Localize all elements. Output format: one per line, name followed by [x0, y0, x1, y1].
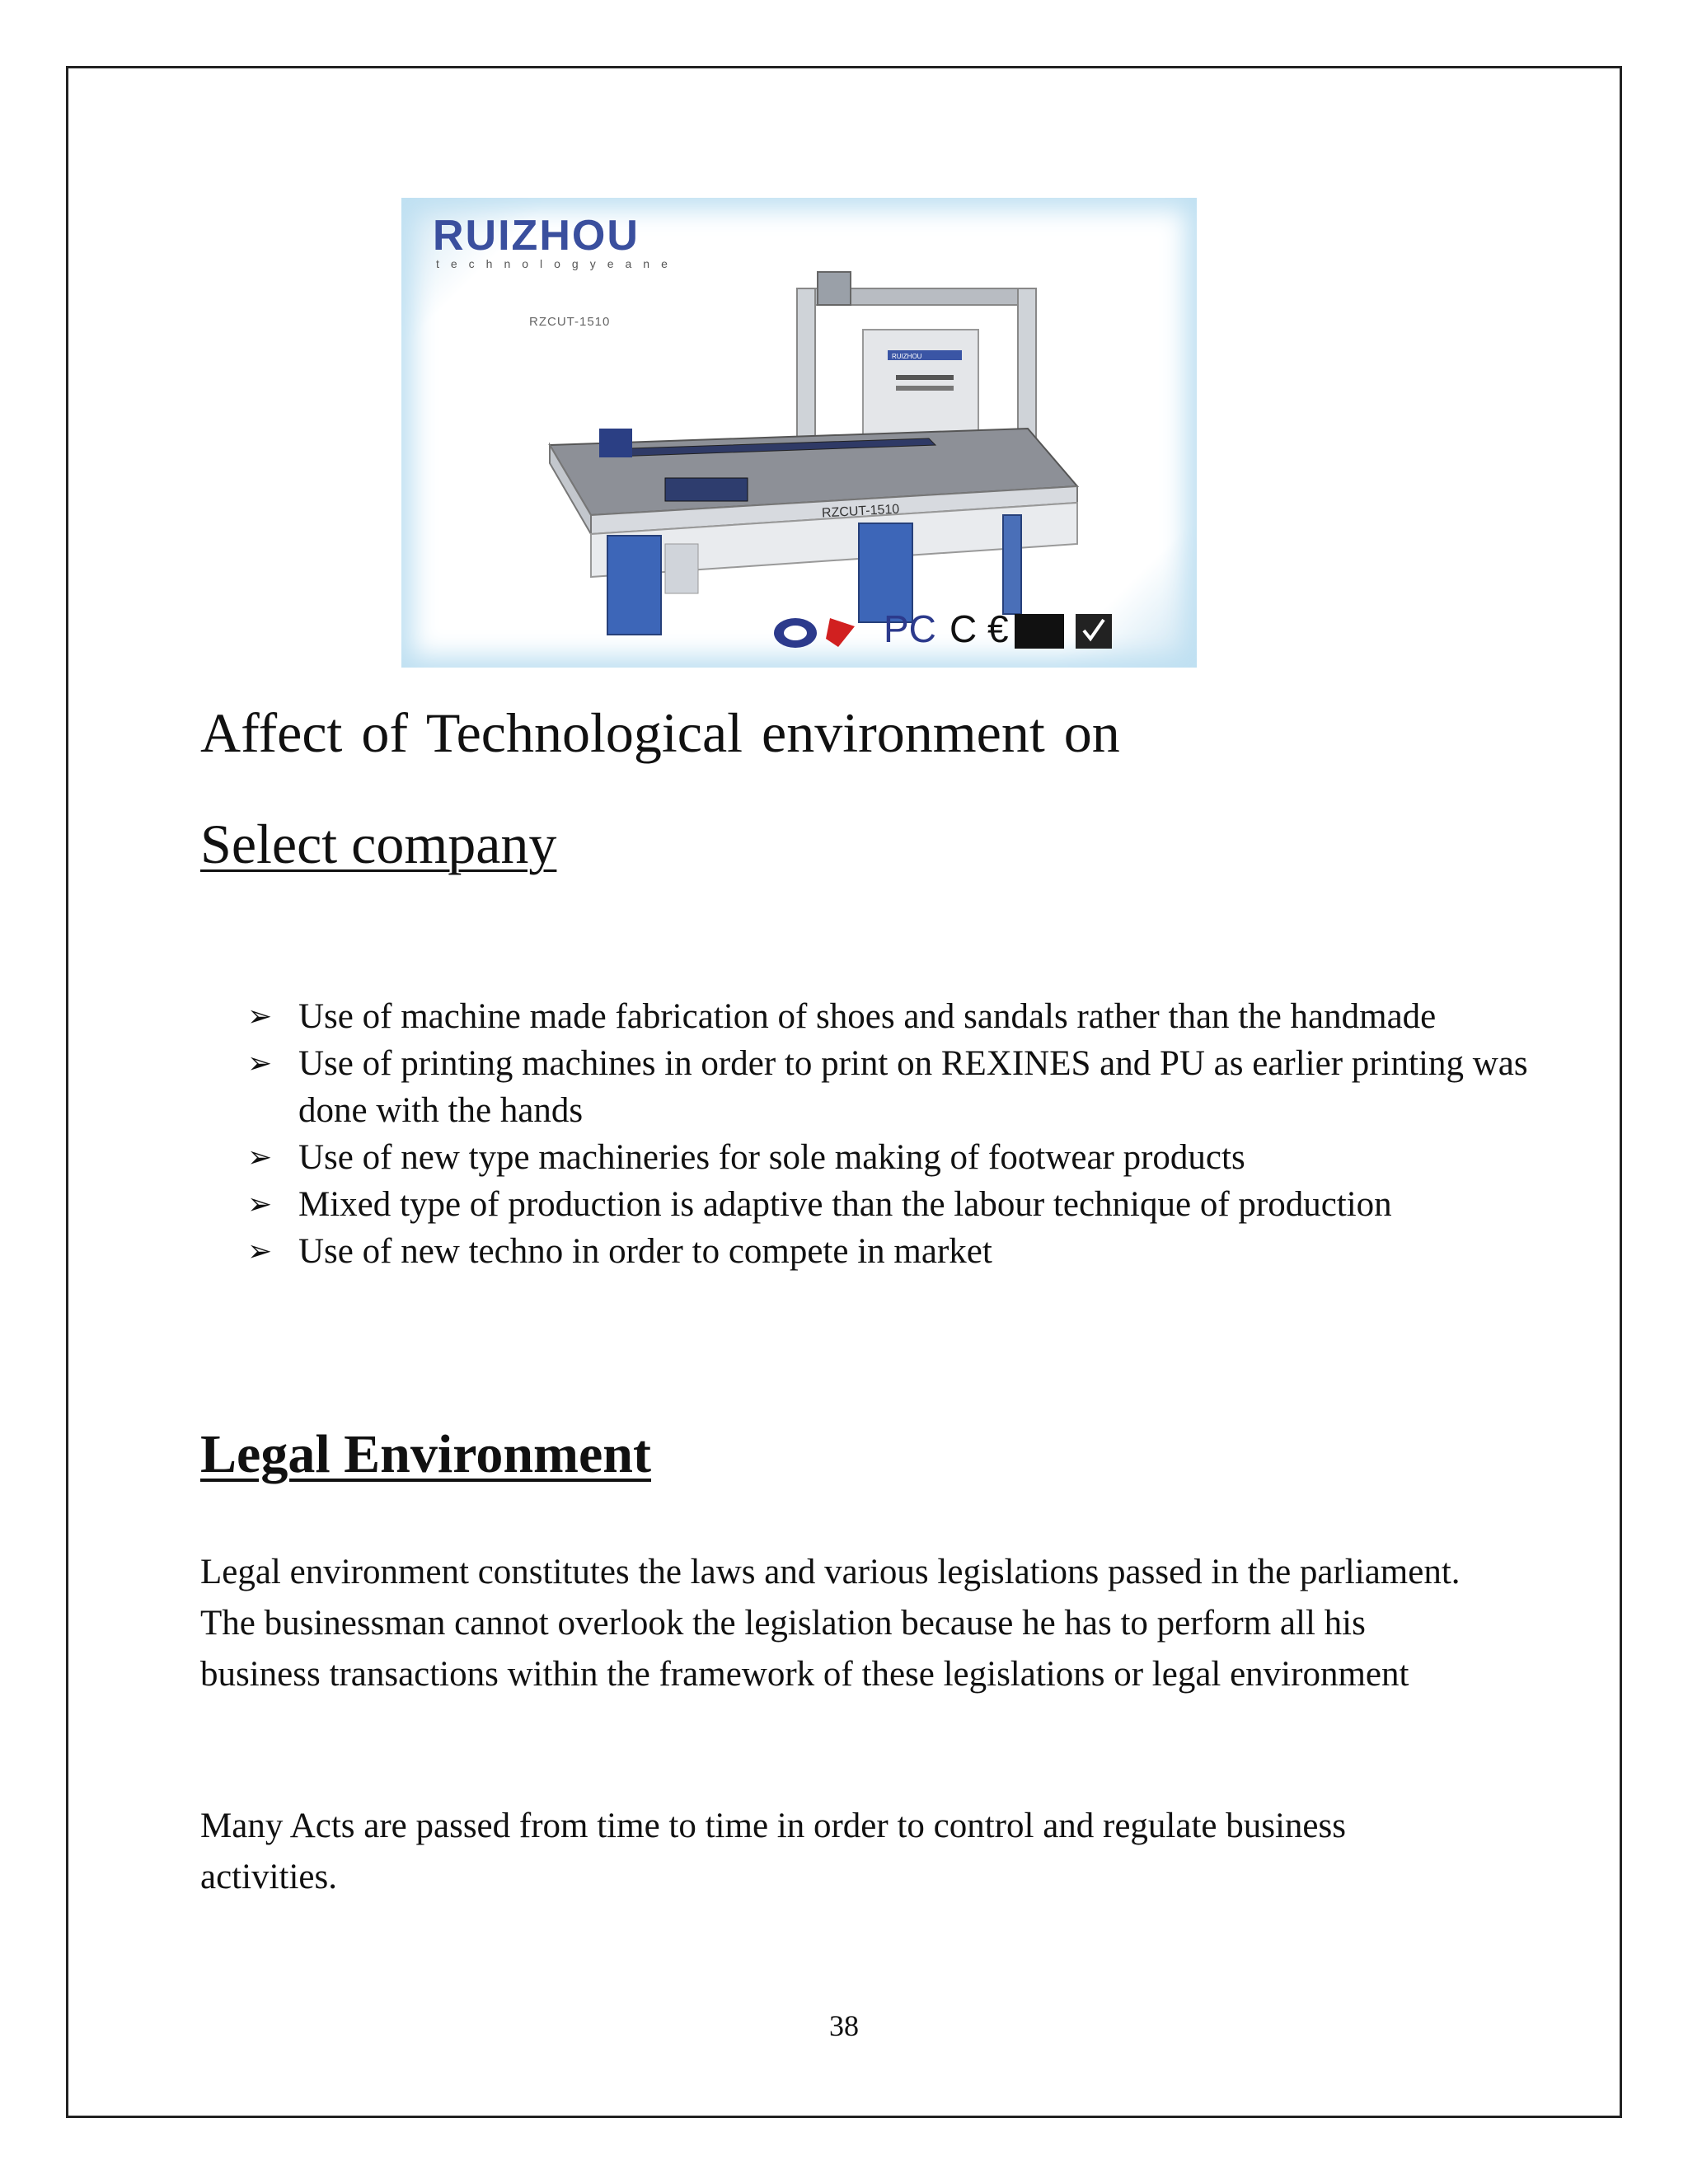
legal-paragraph-2: Many Acts are passed from time to time in order to control and regulate business activities.	[200, 1807, 1346, 1896]
arrow-bullet-icon: ➢	[247, 1235, 273, 1268]
list-item: ➢ Use of new techno in order to compete in market	[247, 1228, 1533, 1275]
arrow-bullet-icon: ➢	[247, 1141, 273, 1174]
arrow-bullet-icon: ➢	[247, 1000, 273, 1033]
list-item: ➢ Use of machine made fabrication of shoes and sandals rather than the handmade	[247, 993, 1533, 1040]
brand-logo: RUIZHOU	[433, 212, 640, 260]
arrow-bullet-icon: ➢	[247, 1188, 273, 1221]
model-label: RZCUT-1510	[529, 315, 611, 329]
legal-paragraph-1: Legal environment constitutes the laws and various legislations passed in the parliament. The businessman cannot overlook the legislation because he has to perform all his business transactions within the framework of these legislations or legal environment	[200, 1553, 1461, 1694]
list-item: ➢ Use of new type machineries for sole making of footwear products	[247, 1134, 1533, 1181]
technology-bullet-list	[247, 993, 1533, 1275]
product-photo	[401, 198, 1197, 668]
section-heading-line1: Affect of Technological environment on	[200, 701, 1120, 764]
brand-subtitle: technologyeane	[436, 257, 679, 270]
legal-environment-heading: Legal Environment	[200, 1424, 651, 1484]
panel-label: RUIZHOU	[892, 353, 922, 360]
cert-ce-logo: C €	[950, 607, 1009, 650]
list-item: ➢ Use of printing machines in order to print on REXINES and PU as earlier printing was done with the hands	[247, 1040, 1533, 1134]
list-item: ➢ Mixed type of production is adaptive than the labour technique of production	[247, 1181, 1533, 1228]
machine-label: RZCUT-1510	[821, 502, 900, 521]
section-heading-line2: Select company	[200, 813, 557, 875]
page-number: 38	[829, 2009, 859, 2042]
cert-pc-logo: PC	[884, 607, 936, 650]
arrow-bullet-icon: ➢	[247, 1047, 273, 1080]
